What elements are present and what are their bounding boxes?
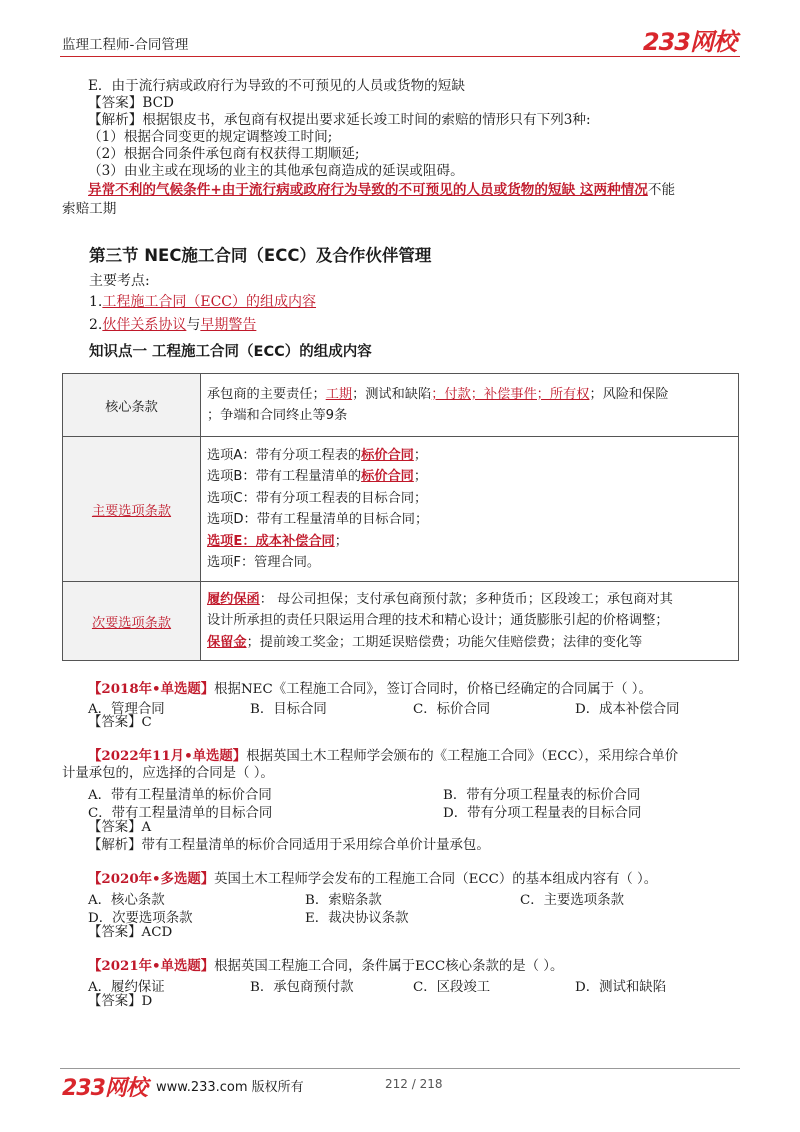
point-2-mid: 与: [186, 317, 201, 333]
question-2-option-b: B．带有分项工程量表的标价合同: [443, 788, 641, 803]
section-title: 第三节 NEC施工合同（ECC）及合作伙伴管理: [89, 246, 432, 265]
core-red-1: 工期: [325, 386, 353, 402]
main-a-red: 标价合同: [361, 447, 414, 463]
footer-site[interactable]: www.233.com 版权所有: [156, 1080, 304, 1095]
question-1-option-d: D．成本补偿合同: [575, 702, 680, 717]
secondary-line-1: [207, 589, 732, 611]
secondary-red-2: 保留金: [207, 634, 247, 650]
main-content: [201, 437, 739, 582]
question-1-text: 根据NEC《工程施工合同》，签订合同时，价格已经确定的合同属于（ ）。: [214, 682, 652, 697]
main-a: [207, 445, 732, 467]
question-2-analysis: 【解析】带有工程量清单的标价合同适用于采用综合单价计量承包。: [88, 838, 490, 853]
main-label-cell: [63, 437, 201, 582]
question-3-option-c: C．主要选项条款: [520, 893, 624, 908]
question-3-tag: 【2020年•多选题】: [88, 871, 215, 887]
question-2-stem: [88, 748, 678, 766]
question-4-option-d: D．测试和缺陷: [575, 980, 667, 995]
point-2-link-a[interactable]: 伙伴关系协议: [102, 317, 187, 333]
core-red-2: ；付款；补偿事件；所有权: [431, 386, 590, 402]
question-3-option-a: A．核心条款: [88, 893, 165, 908]
main-e-end: ；: [334, 533, 348, 549]
note-red: 异常不利的气候条件+由于流行病或政府行为导致的不可预见的人员或货物的短缺 这两种情况: [88, 182, 648, 198]
question-2-text: 根据英国土木工程师学会颁布的《工程施工合同》（ECC），采用综合单价: [246, 749, 679, 764]
table-row-secondary: [63, 582, 739, 661]
intro-item-1: （1）根据合同变更的规定调整竣工时间;: [88, 129, 333, 145]
point-1: [89, 294, 316, 311]
note-tail: 不能: [647, 182, 676, 198]
main-d: 选项D：带有工程量清单的目标合同；: [207, 512, 429, 527]
main-e-red: 选项E：成本补偿合同: [207, 533, 335, 549]
question-1-option-a: A．管理合同: [88, 702, 165, 717]
question-4-text: 根据英国工程施工合同，条件属于ECC核心条款的是（ ）。: [214, 959, 564, 974]
main-a-pre: 选项A：带有分项工程表的: [207, 447, 362, 463]
question-1-tag: 【2018年•单选题】: [88, 681, 215, 697]
intro-item-2: （2）根据合同条件承包商有权获得工期顺延;: [88, 146, 360, 162]
table-row-main: [63, 437, 739, 582]
main-label: 主要选项条款: [91, 503, 172, 519]
main-a-end: ；: [413, 447, 428, 463]
main-e: [207, 531, 732, 553]
question-2-answer: 【答案】A: [88, 820, 152, 835]
question-3-stem: [88, 871, 657, 889]
question-3-option-e: E．裁决协议条款: [305, 911, 409, 926]
footer-logo: 233网校: [62, 1076, 147, 1101]
footer-divider: [60, 1068, 740, 1069]
core-line-2: ；争端和合同终止等9条: [207, 408, 348, 423]
core-pre: 承包商的主要责任；: [207, 386, 326, 402]
secondary-line-3: [207, 632, 732, 654]
intro-answer: 【答案】BCD: [88, 95, 174, 111]
question-4-option-b: B．承包商预付款: [250, 980, 354, 995]
intro-item-3: （3）由业主或在现场的业主的其他承包商造成的延误或阻碍。: [88, 163, 464, 179]
point-2-link-b[interactable]: 早期警告: [200, 317, 257, 333]
question-4-stem: [88, 958, 563, 976]
core-label: 核心条款: [63, 374, 201, 437]
main-b: [207, 466, 732, 488]
points-label: 主要考点:: [89, 273, 150, 289]
point-1-num: 1.: [89, 294, 103, 310]
main-b-red: 标价合同: [361, 469, 414, 484]
secondary-label-cell: [63, 582, 201, 661]
intro-analysis: [88, 112, 591, 129]
header-logo: 233网校: [642, 28, 736, 56]
core-line-1: [207, 384, 732, 406]
point-2-num: 2.: [89, 317, 103, 333]
question-2-option-c: C．带有工程量清单的目标合同: [88, 806, 273, 821]
question-4-answer: 【答案】D: [88, 994, 153, 1009]
point-2: [89, 317, 256, 334]
option-e: E．由于流行病或政府行为导致的不可预见的人员或货物的短缺: [88, 78, 465, 94]
question-3-answer: 【答案】ACD: [88, 925, 173, 940]
header-divider: [60, 56, 740, 57]
main-b-pre: 选项B：带有工程量清单的: [207, 469, 362, 484]
question-2-tag: 【2022年11月•单选题】: [88, 748, 247, 764]
table-row-core: [63, 374, 739, 437]
core-content: [201, 374, 739, 437]
question-1-stem: [88, 681, 652, 699]
analysis-label: 【解析】: [88, 112, 143, 128]
analysis-text: 根据银皮书，承包商有权提出要求延长竣工时间的索赔的情形只有下列3种:: [142, 112, 591, 128]
question-2-option-d: D．带有分项工程量表的目标合同: [443, 806, 642, 821]
question-3-text: 英国土木工程师学会发布的工程施工合同（ECC）的基本组成内容有（ ）。: [214, 872, 658, 887]
secondary-line-2: 设计所承担的责任只限运用合理的技术和精心设计；通货膨胀引起的价格调整；: [207, 613, 669, 629]
main-b-end: ；: [413, 469, 428, 484]
question-1-option-b: B．目标合同: [250, 702, 327, 717]
secondary-text-3: ；提前竣工奖金；工期延误赔偿费；功能欠佳赔偿费；法律的变化等: [246, 634, 643, 650]
knowledge-title: 知识点一 工程施工合同（ECC）的组成内容: [89, 344, 372, 360]
intro-note: [88, 182, 675, 199]
question-3-option-b: B．索赔条款: [305, 893, 382, 908]
question-3-option-d: D．次要选项条款: [88, 911, 193, 926]
question-4-tag: 【2021年•单选题】: [88, 958, 215, 974]
question-1-answer: 【答案】C: [88, 715, 152, 730]
secondary-content: [201, 582, 739, 661]
question-4-option-c: C．区段竣工: [413, 980, 491, 995]
question-4-option-a: A．履约保证: [88, 980, 165, 995]
header-title: 监理工程师-合同管理: [62, 37, 189, 53]
secondary-label: 次要选项条款: [91, 615, 172, 631]
core-mid-1: ；测试和缺陷: [352, 386, 432, 402]
main-c: 选项C：带有分项工程表的目标合同；: [207, 490, 428, 506]
question-2-stem-line2: 计量承包的，应选择的合同是（ ）。: [62, 766, 274, 781]
secondary-text-1: ： 母公司担保；支付承包商预付款；多种货币；区段竣工；承包商对其: [259, 591, 673, 607]
secondary-red-1: 履约保函: [207, 591, 260, 607]
ecc-table: [62, 373, 739, 661]
point-1-link[interactable]: 工程施工合同（ECC）的组成内容: [102, 294, 317, 310]
intro-note-line2: 索赔工期: [62, 201, 117, 217]
question-1-option-c: C．标价合同: [413, 702, 491, 717]
question-2-option-a: A．带有工程量清单的标价合同: [88, 788, 272, 803]
page-number: 212 / 218: [385, 1077, 443, 1091]
core-mid-2: ；风险和保险: [589, 386, 669, 402]
main-f: 选项F：管理合同。: [207, 555, 321, 570]
